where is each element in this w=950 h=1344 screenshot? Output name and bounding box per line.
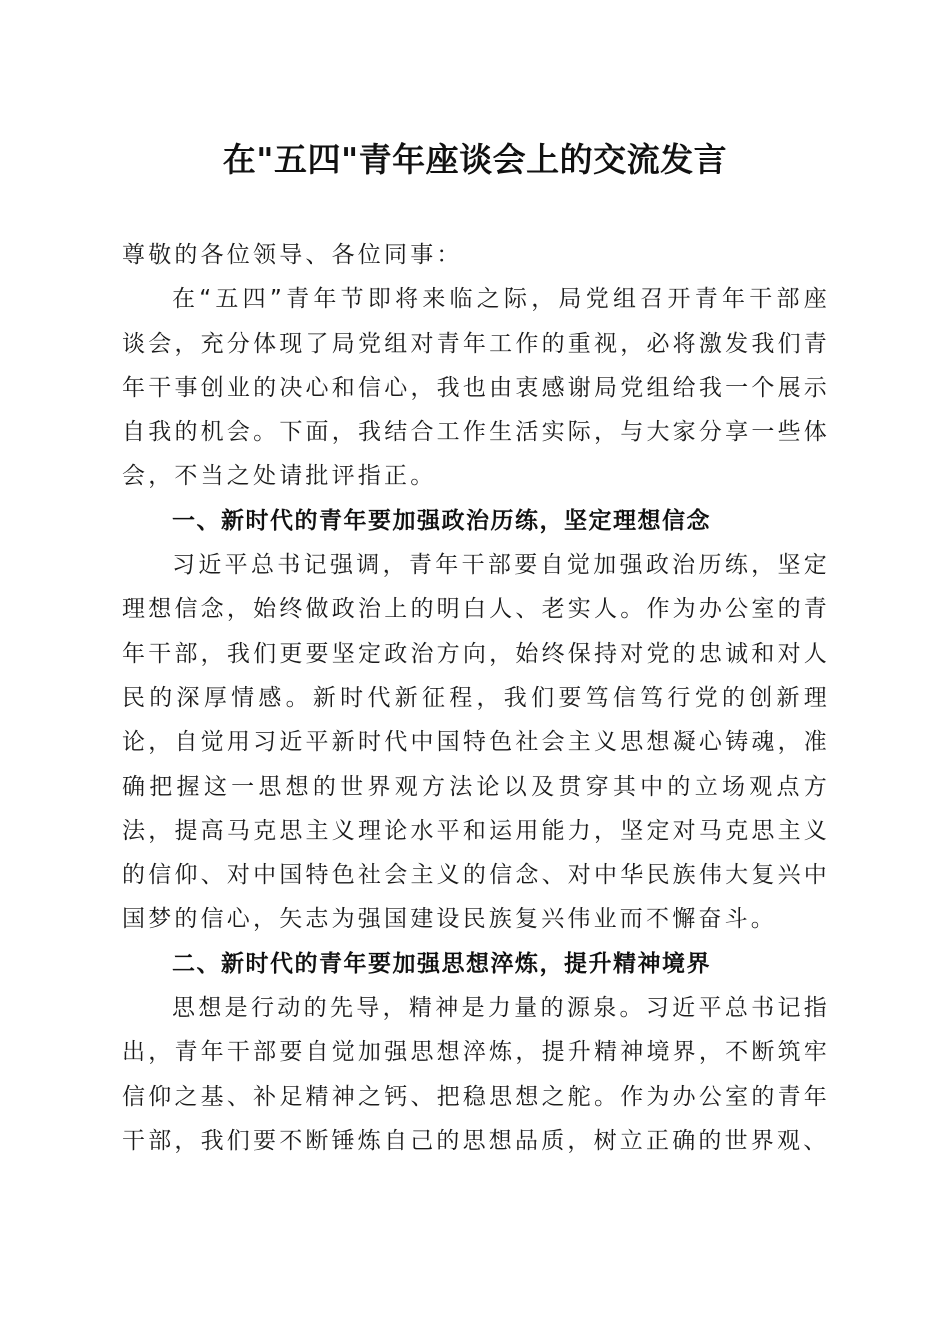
intro-paragraph: 在“五四”青年节即将来临之际，局党组召开青年干部座谈会，充分体现了局党组对青年工作的重视，必将激发我们青年干事创业的决心和信心，我也由衷感谢局党组给我一个展示自我的机会。下面，我结合工作生活实际，与大家分享一些体会，不当之处请批评指正。 [122, 286, 830, 490]
section-2-heading: 二、新时代的青年要加强思想淬炼，提升精神境界 [172, 950, 711, 977]
section-2-paragraph: 思想是行动的先导，精神是力量的源泉。习近平总书记指出，青年干部要自觉加强思想淬炼，提升精神境界，不断筑牢信仰之基、补足精神之钙、把稳思想之舵。作为办公室的青年干部，我们要不断锤炼自己的思想品质，树立正确的世界观、 [122, 995, 830, 1154]
document-title: 在"五四"青年座谈会上的交流发言 [222, 140, 728, 179]
section-1-heading: 一、新时代的青年要加强政治历练，坚定理想信念 [172, 507, 711, 534]
salutation: 尊敬的各位领导、各位同事： [122, 242, 463, 268]
section-1-paragraph: 习近平总书记强调，青年干部要自觉加强政治历练，坚定理想信念，始终做政治上的明白人、老实人。作为办公室的青年干部，我们更要坚定政治方向，始终保持对党的忠诚和对人民的深厚情感。新时代新征程，我们要笃信笃行党的创新理论，自觉用习近平新时代中国特色社会主义思想凝心铸魂，准确把握这一思想的世界观方法论以及贯穿其中的立场观点方法，提高马克思主义理论水平和运用能力，坚定对马克思主义的信仰、对中国特色社会主义的信念、对中华民族伟大复兴中国梦的信心，矢志为强国建设民族复兴伟业而不懈奋斗。 [122, 552, 830, 933]
document-body [122, 233, 830, 1163]
